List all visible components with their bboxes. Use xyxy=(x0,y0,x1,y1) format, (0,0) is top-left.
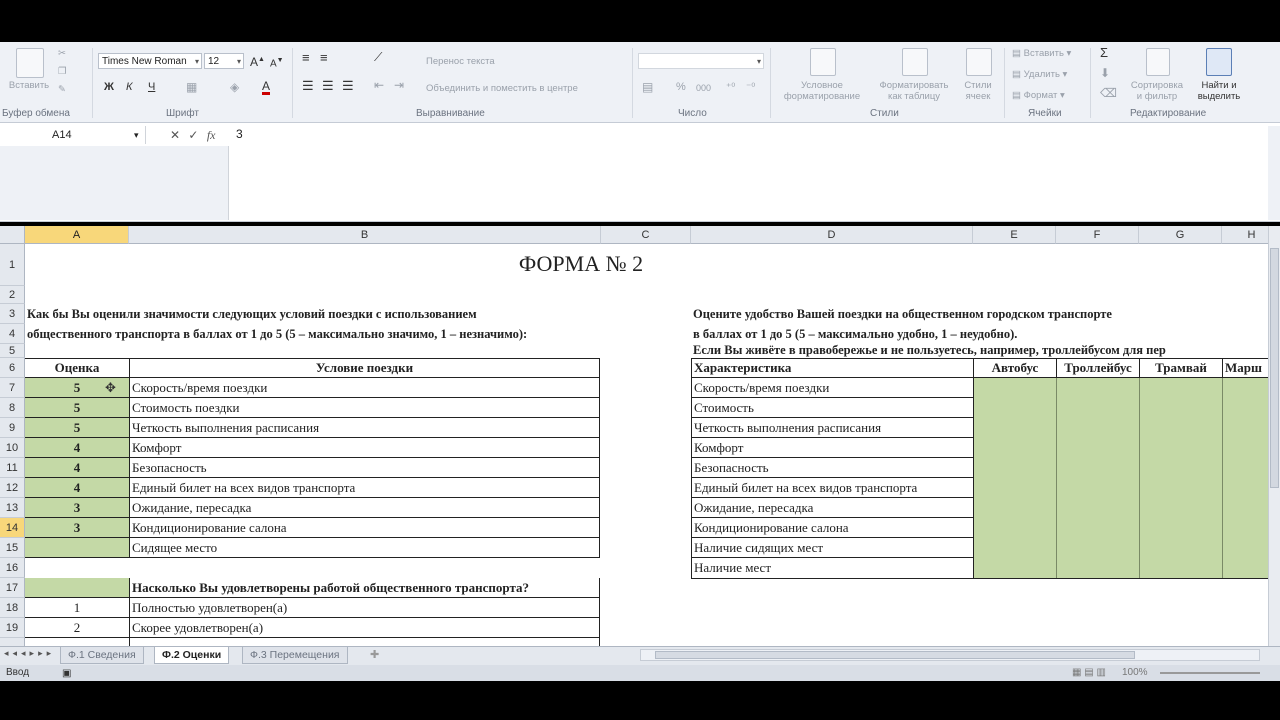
condition-cell[interactable]: Кондиционирование салона xyxy=(129,518,599,538)
score-cell[interactable] xyxy=(25,538,129,557)
feature-cell[interactable]: Скорость/время поездки xyxy=(692,378,973,398)
row-header[interactable]: 10 xyxy=(0,438,25,458)
fill-color-icon[interactable]: ◈ xyxy=(230,80,240,94)
score-cell[interactable]: 5 xyxy=(25,398,129,418)
conditional-format-button[interactable]: Условное форматирование xyxy=(783,80,861,102)
row-header[interactable]: 6 xyxy=(0,358,25,378)
number-group-label: Число xyxy=(678,108,707,119)
insert-function-icon[interactable]: fx xyxy=(206,128,216,142)
decrease-decimal-icon[interactable]: ⁻⁰ xyxy=(746,82,756,93)
percent-button[interactable]: % xyxy=(676,81,686,93)
cancel-icon[interactable]: ✕ xyxy=(170,128,181,142)
scroll-thumb[interactable] xyxy=(1270,248,1279,488)
decrease-indent-icon[interactable]: ⇤ xyxy=(374,78,385,92)
delete-cells-button[interactable]: ▤ Удалить ▾ xyxy=(1012,69,1068,80)
column-header-a[interactable]: A xyxy=(25,226,129,244)
row-header[interactable]: 9 xyxy=(0,418,25,438)
rating-col-divider xyxy=(1139,378,1140,578)
font-size-value: 12 xyxy=(208,56,220,67)
row-header[interactable]: 12 xyxy=(0,478,25,498)
chevron-down-icon: ▾ xyxy=(236,57,241,66)
number-format-select[interactable] xyxy=(638,53,764,69)
q3-number-cell[interactable]: 2 xyxy=(25,618,129,638)
feature-cell[interactable]: Наличие сидящих мест xyxy=(692,538,973,558)
horizontal-scrollbar[interactable] xyxy=(640,649,1260,661)
macro-record-icon[interactable]: ▣ xyxy=(62,668,72,679)
font-group-label: Шрифт xyxy=(166,108,199,119)
feature-cell[interactable]: Стоимость xyxy=(692,398,973,418)
q3-number-cell[interactable]: 1 xyxy=(25,598,129,618)
row-header[interactable]: 2 xyxy=(0,286,25,304)
font-name-select[interactable] xyxy=(98,53,202,69)
format-painter-icon[interactable]: ✎ xyxy=(58,84,66,95)
tab-nav-buttons[interactable]: ◂◂◂▸▸▸ xyxy=(4,648,56,658)
tram-header: Трамвай xyxy=(1139,358,1222,378)
chevron-down-icon: ▾ xyxy=(756,57,761,66)
row-header[interactable]: 8 xyxy=(0,398,25,418)
column-header-h[interactable]: H xyxy=(1222,226,1268,244)
row-header[interactable]: 17 xyxy=(0,578,25,598)
format-cells-label: Формат xyxy=(1023,90,1058,101)
conditional-format-icon xyxy=(810,48,836,76)
status-mode: Ввод xyxy=(6,667,30,678)
vertical-scrollbar[interactable] xyxy=(1268,226,1280,646)
status-bar xyxy=(0,665,1280,681)
wrap-text-button[interactable]: Перенос текста xyxy=(426,56,495,67)
q3-empty-cell[interactable] xyxy=(25,578,129,598)
score-header: Оценка xyxy=(25,358,129,378)
q3-partial-row xyxy=(129,638,600,646)
align-left-icon[interactable]: ☰ xyxy=(302,78,314,93)
feature-header: Характеристика xyxy=(692,358,973,378)
clear-icon[interactable]: ⌫ xyxy=(1100,86,1117,100)
font-name-value: Times New Roman xyxy=(102,56,187,67)
find-select-icon xyxy=(1206,48,1232,76)
row-header[interactable]: 5 xyxy=(0,344,25,358)
feature-cell[interactable]: Безопасность xyxy=(692,458,973,478)
score-cell[interactable]: 4 xyxy=(25,458,129,478)
editing-group-label: Редактирование xyxy=(1130,108,1207,119)
column-header-g[interactable]: G xyxy=(1139,226,1222,244)
score-cell[interactable]: 4 xyxy=(25,478,129,498)
column-header-d[interactable]: D xyxy=(691,226,973,244)
question-2-line-2: в баллах от 1 до 5 (5 – максимально удобно, 1 – неудобно). xyxy=(693,327,1018,341)
copy-icon[interactable]: ❐ xyxy=(58,66,67,77)
row-header[interactable]: 7 xyxy=(0,378,25,398)
fill-icon[interactable]: ⬇ xyxy=(1100,66,1111,80)
row-header[interactable]: 3 xyxy=(0,304,25,324)
merge-center-button[interactable]: Объединить и поместить в центре xyxy=(426,83,578,94)
thousands-button[interactable]: 000 xyxy=(696,83,712,93)
score-cell[interactable]: 3 xyxy=(25,498,129,518)
sheet-tab-bar xyxy=(0,646,1280,665)
shrink-font-icon[interactable]: A▼ xyxy=(270,57,284,70)
enter-icon[interactable]: ✓ xyxy=(188,128,199,142)
align-center-icon[interactable]: ☰ xyxy=(322,78,334,93)
formula-input[interactable]: 3 xyxy=(236,127,243,141)
row-header[interactable]: 13 xyxy=(0,498,25,518)
score-cell-active[interactable]: 3 xyxy=(25,518,129,538)
minibus-header: Марш xyxy=(1222,358,1268,378)
feature-cell[interactable]: Ожидание, пересадка xyxy=(692,498,973,518)
bold-button[interactable]: Ж xyxy=(104,81,114,93)
styles-group-label: Стили xyxy=(870,108,899,119)
bus-header: Автобус xyxy=(973,358,1056,378)
tab-sheet-2[interactable]: Ф.2 Оценки xyxy=(154,647,229,664)
increase-decimal-icon[interactable]: ⁺⁰ xyxy=(726,82,736,93)
align-middle-icon[interactable]: ≡ xyxy=(320,50,328,65)
question-2-line-1: Оцените удобство Вашей поездки на общественном городском транспорте xyxy=(693,307,1112,321)
cell-styles-icon xyxy=(966,48,992,76)
new-sheet-icon[interactable]: ✚ xyxy=(370,649,380,661)
italic-button[interactable]: К xyxy=(126,81,133,93)
worksheet-grid xyxy=(0,226,1268,646)
name-box-value: A14 xyxy=(52,129,72,141)
borders-icon[interactable]: ▦ xyxy=(186,80,198,94)
cell-styles-button[interactable]: Стили ячеек xyxy=(964,80,992,102)
row-header[interactable]: 11 xyxy=(0,458,25,478)
question-3: Насколько Вы удовлетворены работой общественного транспорта? xyxy=(129,578,600,598)
view-buttons[interactable]: ▦ ▤ ▥ xyxy=(1072,667,1106,678)
feature-cell[interactable]: Комфорт xyxy=(692,438,973,458)
delete-cells-label: Удалить xyxy=(1023,69,1060,80)
formula-scrollbar[interactable] xyxy=(1268,126,1280,220)
row-header[interactable]: 14 xyxy=(0,518,25,538)
increase-indent-icon[interactable]: ⇥ xyxy=(394,78,405,92)
row-header[interactable]: 4 xyxy=(0,324,25,344)
orientation-icon[interactable]: ⟋ xyxy=(374,50,383,64)
autosum-button[interactable]: Σ xyxy=(1100,45,1109,60)
q3-option-cell[interactable]: Скорее удовлетворен(а) xyxy=(129,618,600,638)
select-all-corner[interactable] xyxy=(0,226,25,244)
font-color-icon[interactable]: A xyxy=(262,79,271,93)
paste-icon[interactable] xyxy=(16,48,44,78)
feature-cell[interactable]: Наличие мест xyxy=(694,560,772,575)
score-cell[interactable]: 5 xyxy=(25,378,129,398)
trolley-header: Троллейбус xyxy=(1056,358,1139,378)
condition-cell[interactable]: Стоимость поездки xyxy=(129,398,599,418)
chevron-down-icon: ▾ xyxy=(194,57,199,66)
condition-cell[interactable]: Четкость выполнения расписания xyxy=(129,418,599,438)
question-2-line-3: Если Вы живёте в правобережье и не пользуетесь, например, троллейбусом для пер xyxy=(693,343,1166,357)
row-header[interactable]: 16 xyxy=(0,558,25,578)
h-scroll-thumb[interactable] xyxy=(655,651,1135,659)
row-header[interactable] xyxy=(0,638,25,646)
grow-font-icon[interactable]: A▲ xyxy=(250,55,265,69)
row-header[interactable]: 15 xyxy=(0,538,25,558)
condition-cell[interactable]: Ожидание, пересадка xyxy=(129,498,599,518)
tab-sheet-1[interactable]: Ф.1 Сведения xyxy=(60,647,144,664)
ribbon xyxy=(0,42,1280,123)
question-1-line-1: Как бы Вы оценили значимости следующих условий поездки с использованием xyxy=(27,307,477,321)
cell-cursor-icon: ✥ xyxy=(105,380,116,395)
paste-button[interactable]: Вставить xyxy=(8,80,50,91)
align-right-icon[interactable]: ☰ xyxy=(342,78,354,93)
underline-button[interactable]: Ч xyxy=(148,81,156,93)
cells-group-label: Ячейки xyxy=(1028,108,1062,119)
feature-cell[interactable]: Единый билет на всех видов транспорта xyxy=(692,478,973,498)
font-size-select[interactable] xyxy=(204,53,244,69)
score-cell[interactable]: 5 xyxy=(25,418,129,438)
condition-cell[interactable]: Скорость/время поездки xyxy=(129,378,599,398)
format-cells-button[interactable]: ▤ Формат ▾ xyxy=(1012,90,1065,101)
rating-col-divider xyxy=(1222,378,1223,578)
feature-cell[interactable]: Кондиционирование салона xyxy=(692,518,973,538)
column-header-e[interactable]: E xyxy=(973,226,1056,244)
insert-cells-button[interactable]: ▤ Вставить ▾ xyxy=(1012,48,1072,59)
align-top-icon[interactable]: ≡ xyxy=(302,50,310,65)
column-header-c[interactable]: C xyxy=(601,226,691,244)
format-as-table-icon xyxy=(902,48,928,76)
row-header[interactable]: 18 xyxy=(0,598,25,618)
score-cell[interactable]: 4 xyxy=(25,438,129,458)
rating-col-divider xyxy=(1056,378,1057,578)
condition-cell[interactable]: Безопасность xyxy=(129,458,599,478)
column-header-f[interactable]: F xyxy=(1056,226,1139,244)
condition-header: Условие поездки xyxy=(129,358,599,378)
insert-cells-label: Вставить xyxy=(1023,48,1064,59)
sheet-title: ФОРМА № 2 xyxy=(518,251,644,276)
q3-option-cell[interactable]: Полностью удовлетворен(а) xyxy=(129,598,600,618)
condition-cell[interactable]: Единый билет на всех видов транспорта xyxy=(129,478,599,498)
condition-cell[interactable]: Сидящее место xyxy=(129,538,599,557)
alignment-group-label: Выравнивание xyxy=(416,108,485,119)
row-header[interactable]: 1 xyxy=(0,244,25,286)
column-header-b[interactable]: B xyxy=(129,226,601,244)
clipboard-group-label: Буфер обмена xyxy=(2,108,70,119)
format-as-table-button[interactable]: Форматировать как таблицу xyxy=(879,80,949,102)
tab-sheet-3[interactable]: Ф.3 Перемещения xyxy=(242,647,348,664)
rating-area[interactable] xyxy=(973,378,1268,578)
cut-icon[interactable]: ✂ xyxy=(58,48,66,59)
chevron-down-icon[interactable]: ▾ xyxy=(134,130,139,140)
zoom-level[interactable]: 100% xyxy=(1122,667,1148,678)
name-box[interactable] xyxy=(0,126,146,144)
formula-buttons xyxy=(150,126,226,144)
feature-cell[interactable]: Четкость выполнения расписания xyxy=(692,418,973,438)
sort-filter-icon xyxy=(1146,48,1170,76)
condition-cell[interactable]: Комфорт xyxy=(129,438,599,458)
zoom-slider[interactable] xyxy=(1160,672,1260,674)
find-select-button[interactable]: Найти и выделить xyxy=(1197,80,1241,102)
sort-filter-button[interactable]: Сортировка и фильтр xyxy=(1130,80,1184,102)
question-1-line-2: общественного транспорта в баллах от 1 до 5 (5 – максимально значимо, 1 – незначимо): xyxy=(27,327,528,341)
formula-left-pane xyxy=(0,146,229,220)
currency-icon[interactable]: ▤ xyxy=(642,80,654,94)
row-header[interactable]: 19 xyxy=(0,618,25,638)
